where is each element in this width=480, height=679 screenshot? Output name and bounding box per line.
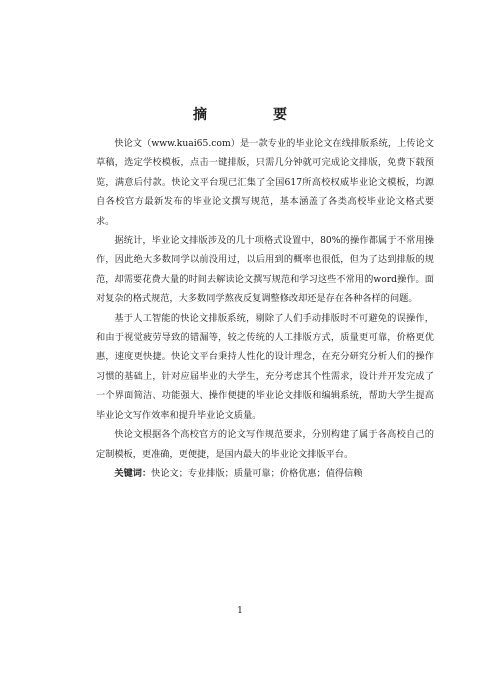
abstract-paragraph-2: 据统计，毕业论文排版涉及的几十项格式设置中，80%的操作都属于不常用操作，因此绝大多数同学以前没用过，以后用到的概率也很低，但为了达到排版的规范，却需要花费大量的时间去解读论文撰写规范和学习这些不常用的word操作。面对复杂的格式规范，大多数同学熬夜反复调整修改却还是存在各种各样的问题。: [96, 235, 434, 305]
abstract-paragraph-3: 基于人工智能的快论文排版系统，剔除了人们手动排版时不可避免的误操作，和由于视觉疲劳导致的错漏等，较之传统的人工排版方式，质量更可靠，价格更优惠，速度更快捷。快论文平台秉持人性化的设计理念，在充分研究分析人们的操作习惯的基础上，针对应届毕业的大学生，充分考虑其个性需求，设计并开发完成了一个界面简洁、功能强大、操作便捷的毕业论文排版和编辑系统，帮助大学生提高毕业论文写作效率和提升毕业论文质量。: [96, 312, 434, 421]
abstract-body: [96, 134, 434, 483]
page-number: 1: [237, 606, 243, 616]
keywords-text: 快论文；专业排版；质量可靠；价格优惠；值得信赖: [151, 467, 363, 479]
keywords-line: [96, 464, 434, 483]
keywords-label: 关键词：: [114, 467, 152, 479]
abstract-title: 摘 要: [193, 107, 313, 123]
abstract-paragraph-4: 快论文根据各个高校官方的论文写作规范要求，分别构建了属于各高校自己的定制模板，更准确，更便捷，是国内最大的毕业论文排版平台。: [96, 429, 434, 460]
abstract-paragraph-1: 快论文（www.kuai65.com）是一款专业的毕业论文在线排版系统，上传论文草稿，选定学校模板，点击一键排版，只需几分钟就可完成论文排版，免费下载预览，满意后付款。快论文平台现已汇集了全国617所高校权威毕业论文模板，均源自各校官方最新发布的毕业论文撰写规范，基本涵盖了各类高校毕业论文格式要求。: [96, 138, 434, 227]
